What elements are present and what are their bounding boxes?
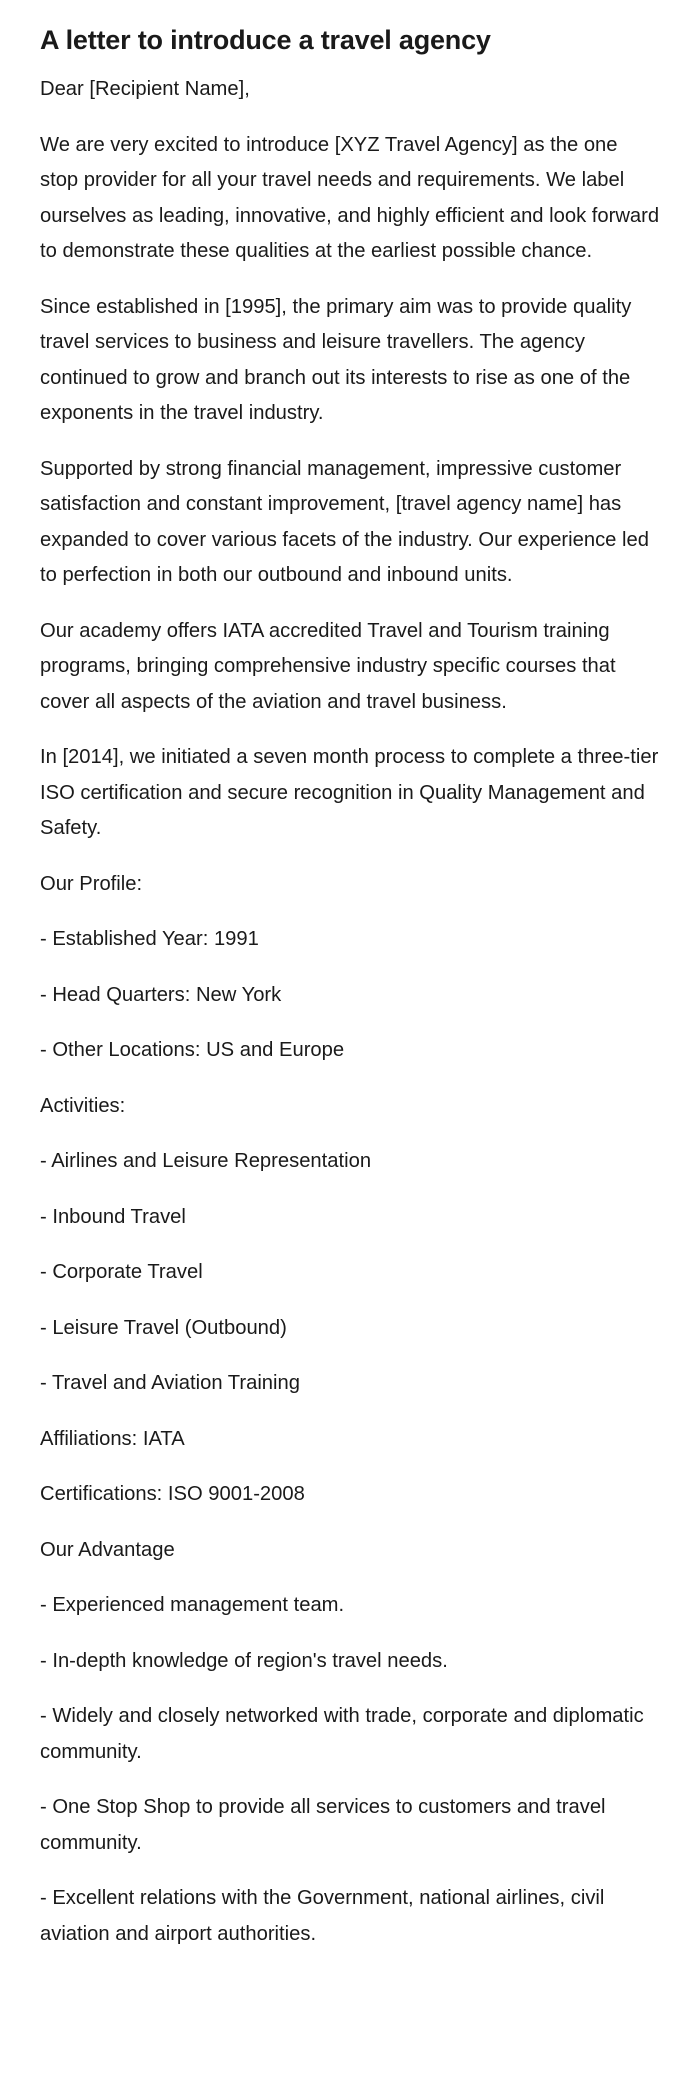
advantage-item: - Excellent relations with the Government, national airlines, civil aviation and airport authorities.: [40, 1887, 605, 1945]
profile-heading: Our Profile:: [40, 872, 143, 895]
document-title: A letter to introduce a travel agency: [40, 25, 491, 55]
profile-item: - Established Year: 1991: [40, 928, 259, 950]
advantage-heading: Our Advantage: [40, 1538, 175, 1561]
body-paragraph: Supported by strong financial management, impressive customer satisfaction and constant improvement, [travel agency name] has expanded to cover various facets of the industry. Our experience led to perfection in both our outbound and inbound units.: [40, 457, 649, 586]
body-paragraph: In [2014], we initiated a seven month process to complete a three-tier ISO certification and secure recognition in Quality Management and Safety.: [40, 746, 659, 839]
activity-item: - Inbound Travel: [40, 1205, 186, 1228]
affiliations-line: Affiliations: IATA: [40, 1427, 185, 1450]
advantage-item: - Widely and closely networked with trade, corporate and diplomatic community.: [40, 1705, 644, 1763]
salutation: Dear [Recipient Name],: [40, 78, 250, 100]
activity-item: - Airlines and Leisure Representation: [40, 1150, 372, 1172]
advantage-item: - Experienced management team.: [40, 1594, 345, 1616]
advantage-section: [40, 1533, 660, 1953]
advantage-item: - In-depth knowledge of region's travel needs.: [40, 1649, 448, 1672]
activities-section: [40, 1089, 660, 1402]
certifications-line: Certifications: ISO 9001-2008: [40, 1483, 305, 1505]
profile-item: - Other Locations: US and Europe: [40, 1039, 345, 1061]
activity-item: - Leisure Travel (Outbound): [40, 1316, 287, 1339]
profile-item: - Head Quarters: New York: [40, 983, 282, 1006]
body-paragraph: Our academy offers IATA accredited Travel and Tourism training programs, bringing comprehensive industry specific courses that cover all aspects of the aviation and travel business.: [40, 619, 616, 713]
activity-item: - Corporate Travel: [40, 1261, 203, 1283]
body-paragraph: Since established in [1995], the primary aim was to provide quality travel services to business and leisure travellers. The agency continued to grow and branch out its interests to rise as one of the exponents in the travel industry.: [40, 295, 632, 424]
body-paragraph: We are very excited to introduce [XYZ Travel Agency] as the one stop provider for all your travel needs and requirements. We label ourselves as leading, innovative, and highly efficient and look forward to demonstrate these qualities at the earliest possible chance.: [40, 133, 660, 262]
advantage-item: - One Stop Shop to provide all services to customers and travel community.: [40, 1796, 606, 1854]
activities-heading: Activities:: [40, 1094, 126, 1117]
activity-item: - Travel and Aviation Training: [40, 1372, 300, 1394]
profile-section: [40, 867, 660, 1069]
